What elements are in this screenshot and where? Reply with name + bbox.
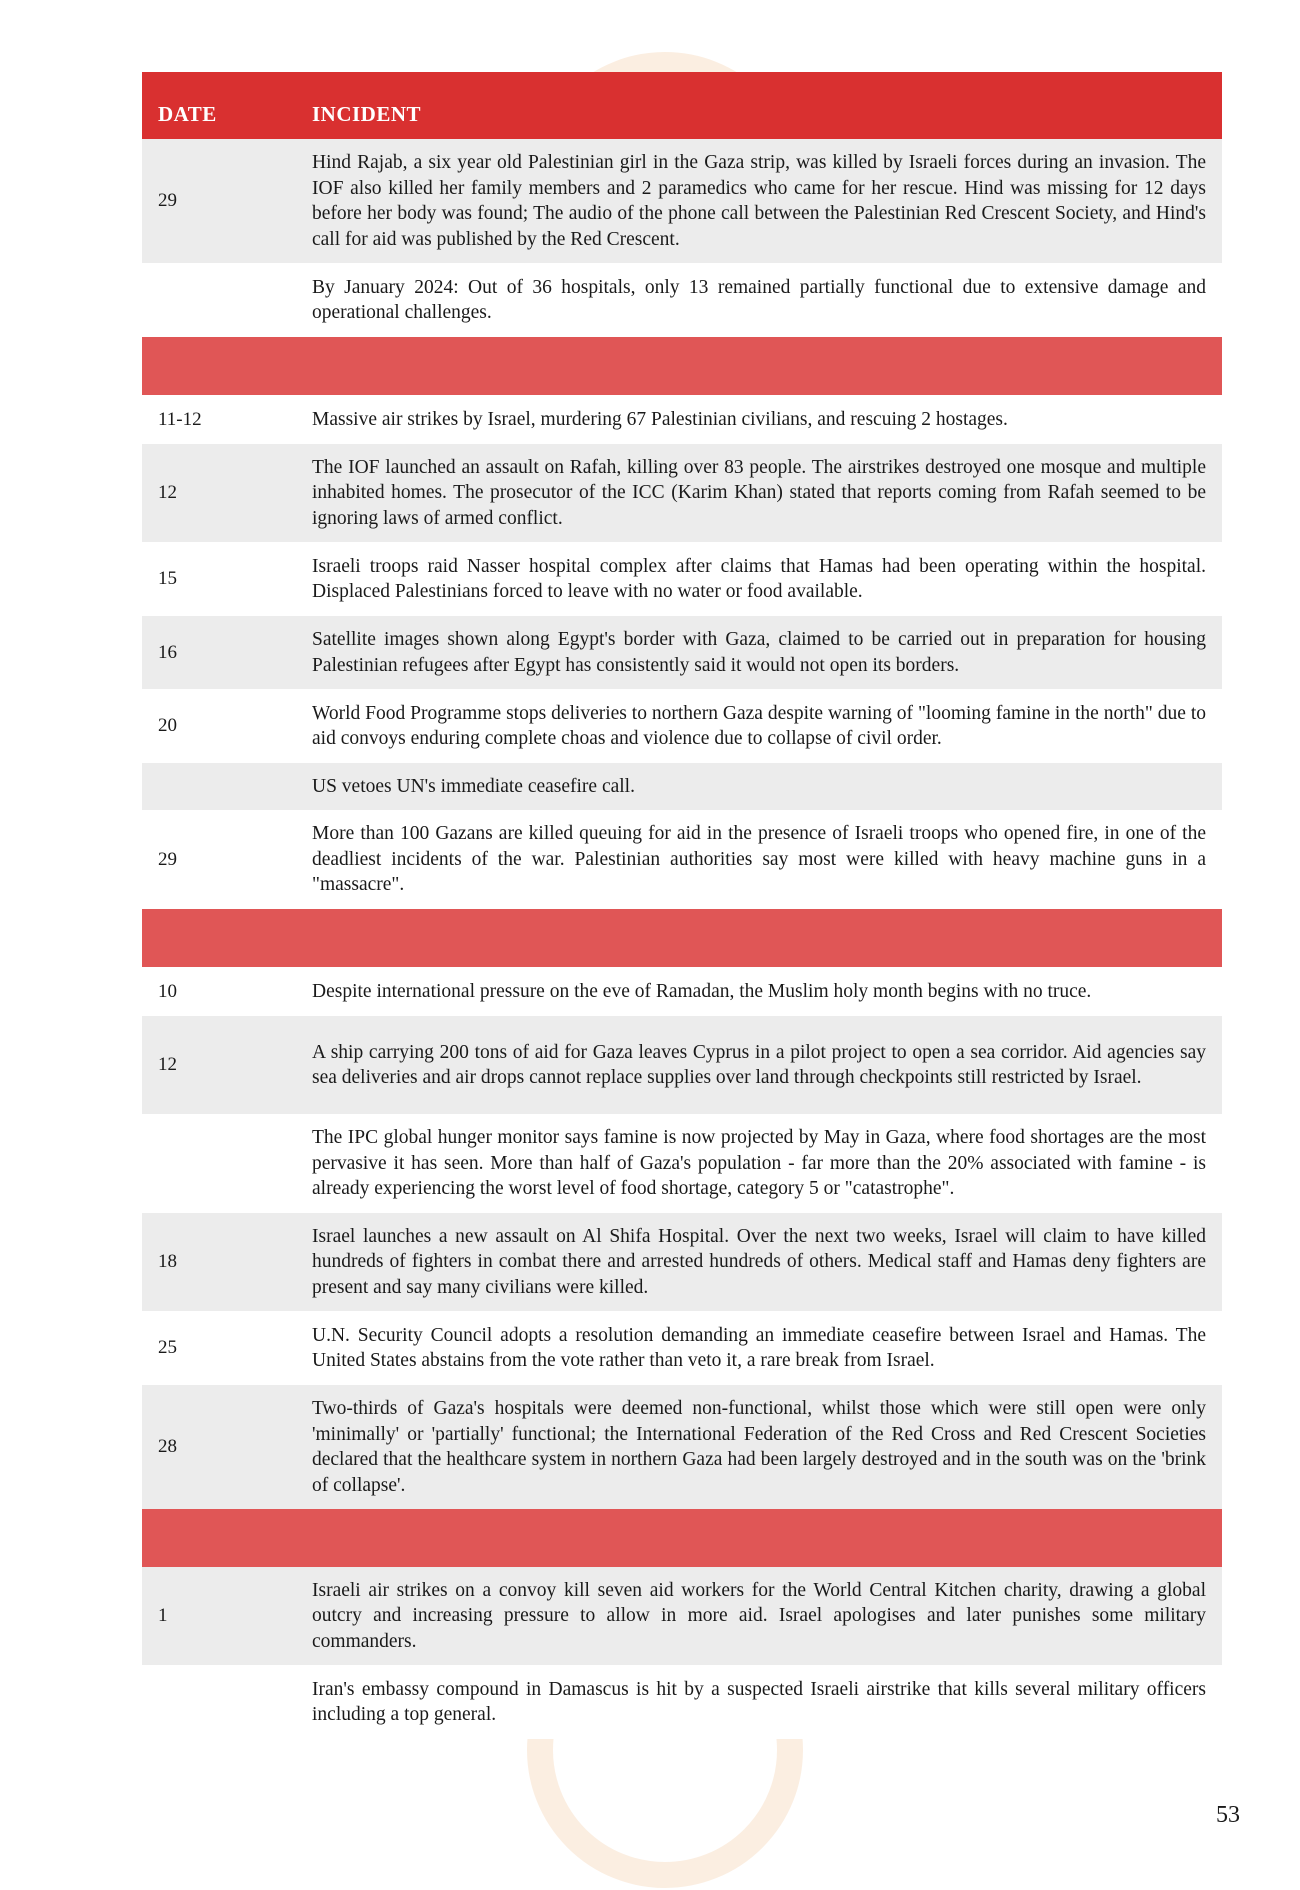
table-row [142, 1016, 1222, 1114]
table-row [142, 395, 1222, 444]
table-body [142, 139, 1222, 1739]
date-cell: 29 [158, 848, 177, 870]
table-header [142, 72, 1222, 139]
date-cell: 20 [158, 715, 177, 736]
date-cell: 12 [158, 1054, 177, 1075]
date-cell: 1 [158, 1605, 168, 1626]
incident-cell: Despite international pressure on the eve of Ramadan, the Muslim holy month begins with no truce. [312, 980, 1092, 1002]
month-separator-row [142, 909, 1222, 967]
incident-cell: Iran's embassy compound in Damascus is hit by a suspected Israeli airstrike that kills several military officers including a top general. [312, 1678, 1206, 1725]
table-row [142, 263, 1222, 337]
date-cell: 12 [158, 482, 177, 503]
date-cell: 28 [158, 1436, 177, 1457]
incident-cell: Satellite images shown along Egypt's border with Gaza, claimed to be carried out in preparation for housing Palestinian refugees after Egypt has consistently said it would not open its borders. [312, 629, 1206, 676]
date-cell: 11-12 [158, 408, 202, 430]
incident-cell: A ship carrying 200 tons of aid for Gaza leaves Cyprus in a pilot project to open a sea corridor. Aid agencies say sea deliveries and air drops cannot replace supplies over land through checkpoints still restricted by Israel. [312, 1041, 1206, 1088]
incident-cell: Two-thirds of Gaza's hospitals were deemed non-functional, whilst those which were still open were only 'minimally' or 'partially' functional; the International Federation of the Red Cross and Red Crescent Societies declared that the healthcare system in northern Gaza had been largely destroyed and in the south was on the 'brink of collapse'. [312, 1398, 1206, 1496]
table-row [142, 1567, 1222, 1665]
incident-cell: More than 100 Gazans are killed queuing for aid in the presence of Israeli troops who opened fire, in one of the deadliest incidents of the war. Palestinian authorities say most were killed with heavy machine guns in a "massacre". [312, 823, 1206, 896]
date-cell: 10 [158, 980, 177, 1002]
incident-cell: By January 2024: Out of 36 hospitals, only 13 remained partially functional due to extensive damage and operational challenges. [312, 276, 1206, 323]
incident-cell: Israeli air strikes on a convoy kill seven aid workers for the World Central Kitchen charity, drawing a global outcry and increasing pressure to allow in more aid. Israel apologises and later punishes some military commanders. [312, 1579, 1206, 1652]
incident-cell: Israel launches a new assault on Al Shifa Hospital. Over the next two weeks, Israel will claim to have killed hundreds of fighters in combat there and arrested hundreds of others. Medical staff and Hamas deny fighters are present and say many civilians were killed. [312, 1225, 1206, 1298]
month-separator-row [142, 1509, 1222, 1567]
date-cell: 15 [158, 568, 177, 589]
incident-cell: The IPC global hunger monitor says famine is now projected by May in Gaza, where food shortages are the most pervasive it has seen. More than half of Gaza's population - far more than the 20% associated with famine - is already experiencing the worst level of food shortage, category 5 or "catastrophe". [312, 1127, 1206, 1200]
date-cell: 16 [158, 641, 177, 663]
table-row [142, 1213, 1222, 1311]
table-row [142, 444, 1222, 542]
incident-cell: U.N. Security Council adopts a resolution demanding an immediate ceasefire between Israel and Hamas. The United States abstains from the vote rather than veto it, a rare break from Israel. [312, 1324, 1206, 1371]
table-row [142, 689, 1222, 763]
table-row [142, 763, 1222, 810]
incident-cell: Massive air strikes by Israel, murdering 67 Palestinian civilians, and rescuing 2 hostages. [312, 408, 1008, 430]
incident-column-header: INCIDENT [312, 102, 422, 126]
date-cell: 29 [158, 190, 177, 211]
incident-cell: US vetoes UN's immediate ceasefire call. [312, 775, 635, 797]
table-row [142, 1665, 1222, 1739]
date-column-header: DATE [158, 102, 217, 126]
table-row [142, 542, 1222, 616]
table-row [142, 1311, 1222, 1385]
table-row [142, 616, 1222, 689]
incident-cell: World Food Programme stops deliveries to northern Gaza despite warning of "looming famine in the north" due to aid convoys enduring complete choas and violence due to collapse of civil order. [312, 702, 1206, 749]
table-row [142, 967, 1222, 1016]
incident-cell: Hind Rajab, a six year old Palestinian girl in the Gaza strip, was killed by Israeli forces during an invasion. The IOF also killed her family members and 2 paramedics who came for her rescue. Hind was missing for 12 days before her body was found; The audio of the phone call between the Palestinian Red Crescent Society, and Hind's call for aid was published by the Red Crescent. [312, 152, 1206, 250]
table-row [142, 139, 1222, 263]
table-row [142, 1385, 1222, 1509]
table-row [142, 810, 1222, 909]
page-number: 53 [1216, 1802, 1240, 1828]
incident-cell: The IOF launched an assault on Rafah, killing over 83 people. The airstrikes destroyed one mosque and multiple inhabited homes. The prosecutor of the ICC (Karim Khan) stated that reports coming from Rafah seemed to be ignoring laws of armed conflict. [312, 456, 1206, 529]
date-cell: 18 [158, 1251, 177, 1272]
month-separator-row [142, 337, 1222, 395]
date-cell: 25 [158, 1337, 177, 1358]
incident-cell: Israeli troops raid Nasser hospital complex after claims that Hamas had been operating within the hospital. Displaced Palestinians forced to leave with no water or food available. [312, 555, 1206, 602]
incident-table [142, 72, 1222, 1739]
table-row [142, 1114, 1222, 1213]
